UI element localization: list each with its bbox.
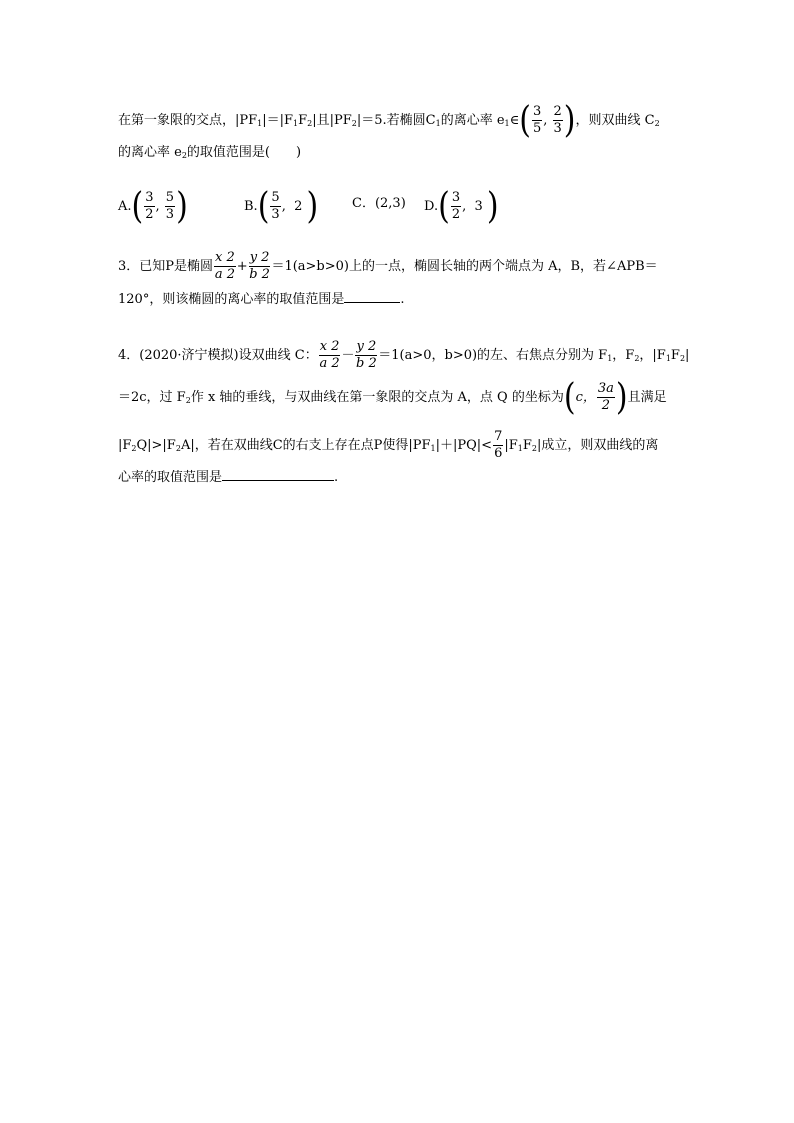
q4-line-4: 心率的取值范围是 . bbox=[118, 470, 339, 485]
q2-line-2: 的离心率 $e_2$的取值范围是( ) bbox=[118, 145, 302, 160]
q4-line-1: 4．(2020·济宁模拟)设双曲线 C： $\frac{x 2}{a 2}$ － $\frac{y 2}{b 2}$ ＝1(a>0，b>0)的左、右焦点分别为 $F_1$，$F_2$，$|F_1F_2|$ bbox=[118, 339, 690, 371]
q4-line-2: ＝2c，过 $F_2$作 x 轴的垂线，与双曲线在第一象限的交点为 A，点 Q 的坐标为(c， $\frac{3a}{2}$ )且满足 bbox=[118, 375, 667, 418]
q2-line-1: 在第一象限的交点，$|PF_1|=|F_1F_2|$且$|PF_2|=5$.若椭圆$C_1$的离心率 $e_1\in$( $\frac{3}{5}$ , $\frac{2}{3}$ )，则双曲线 $C_2$ bbox=[118, 98, 660, 141]
fraction: $\frac{3}{5}$ bbox=[532, 104, 542, 136]
q2-option-a: A.( $\frac{3}{2}$ , $\frac{5}{3}$ ) bbox=[118, 184, 188, 227]
q2-option-d: D.( $\frac{3}{2}$ , 3 ) bbox=[424, 184, 499, 227]
fraction: $\frac{y 2}{b 2}$ bbox=[249, 250, 270, 282]
q2-option-b: B.( $\frac{5}{3}$ , 2 ) bbox=[244, 184, 319, 227]
fraction: $\frac{x 2}{a 2}$ bbox=[214, 250, 235, 282]
answer-blank[interactable] bbox=[344, 290, 400, 303]
q3-line-2: 120°，则该椭圆的离心率的取值范围是 . bbox=[118, 292, 405, 307]
q3-line-1: 3．已知P是椭圆 $\frac{x 2}{a 2}$ + $\frac{y 2}{b 2}$ ＝1(a>b>0)上的一点，椭圆长轴的两个端点为 A，B，若∠APB＝ bbox=[118, 250, 658, 282]
q4-line-3: $|F_2Q|>|F_2A|$，若在双曲线C的右支上存在点P使得$|PF_1|+|PQ|<$ $\frac{7}{6}$ $|F_1F_2|$成立，则双曲线的离 bbox=[118, 429, 659, 461]
q2-option-c: C．(2,3) bbox=[352, 196, 406, 211]
answer-blank[interactable] bbox=[222, 468, 334, 481]
fraction: $\frac{2}{3}$ bbox=[553, 104, 562, 136]
